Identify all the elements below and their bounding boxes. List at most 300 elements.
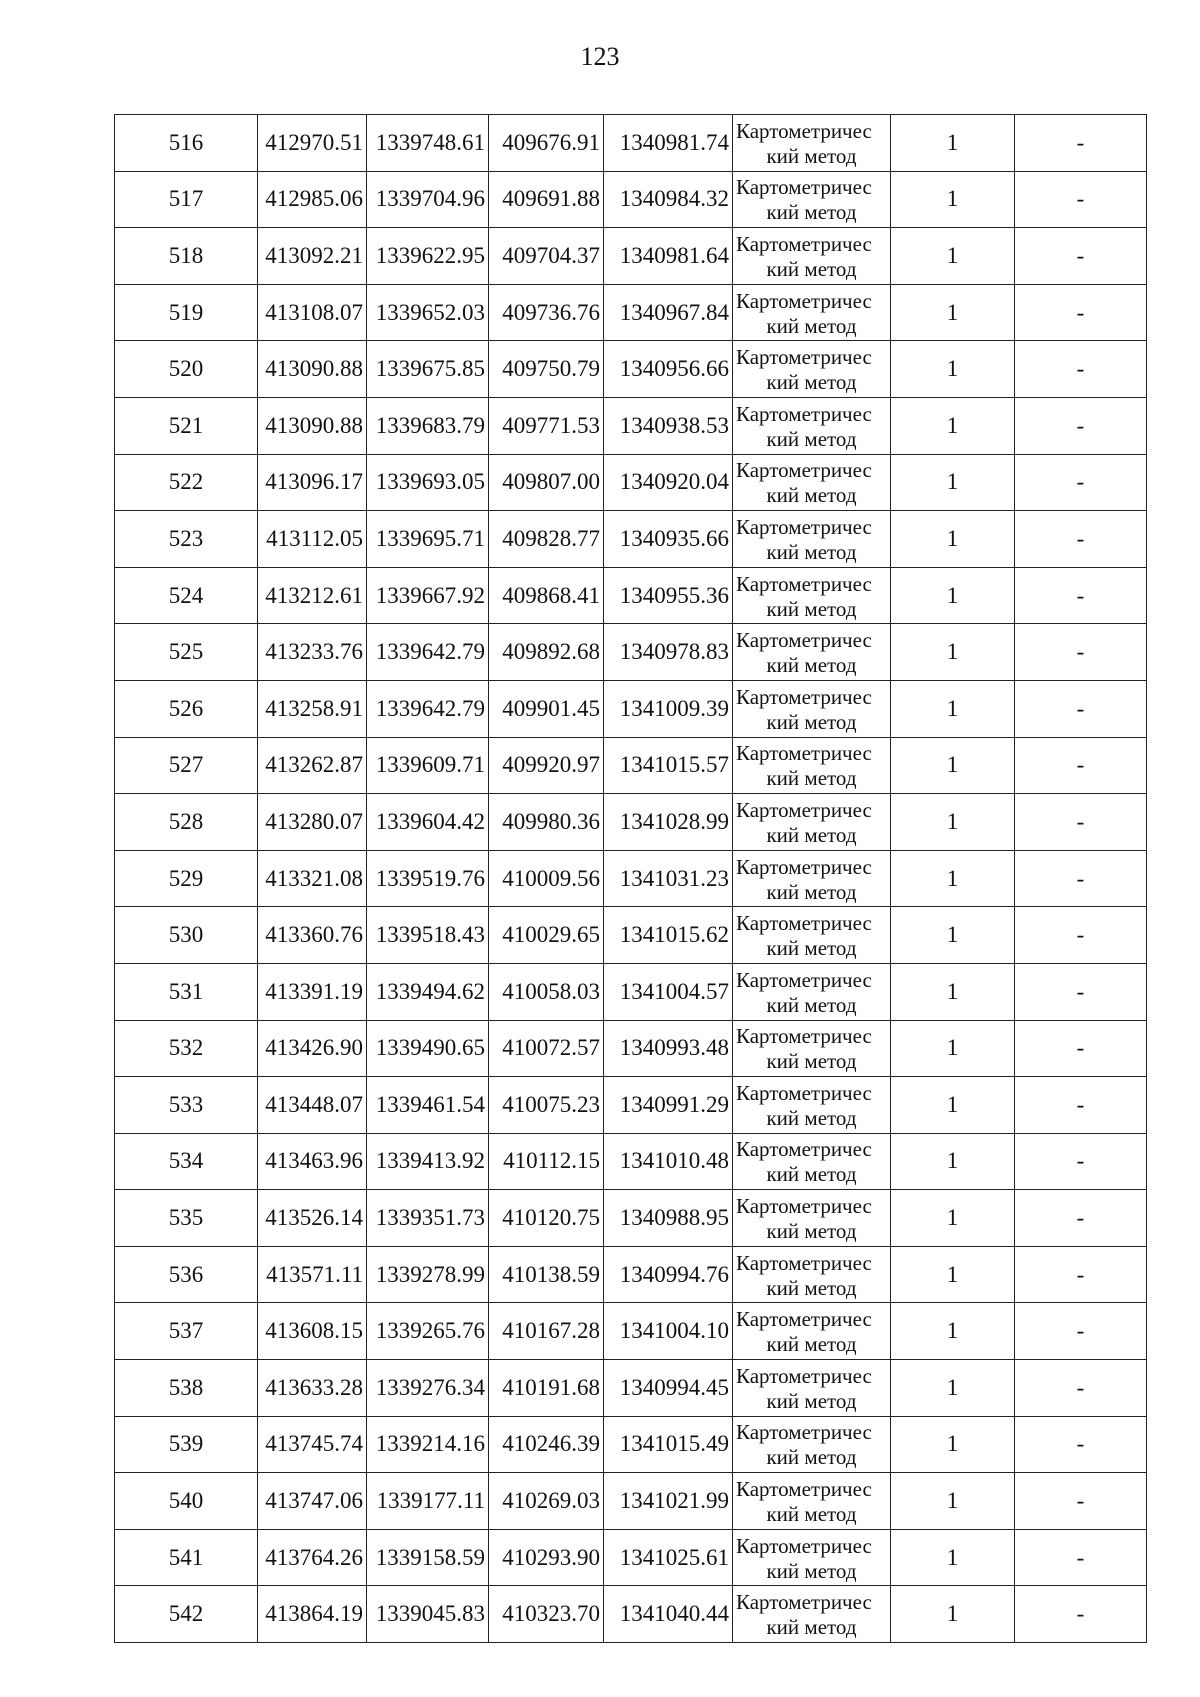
x2-coordinate-cell: 409750.79	[489, 341, 604, 398]
point-number-cell: 521	[115, 397, 258, 454]
y2-coordinate-cell: 1341031.23	[604, 850, 733, 907]
method-line: Картометричес	[736, 1024, 872, 1049]
table-body	[115, 115, 1147, 1643]
y1-coordinate-cell: 1339642.79	[367, 680, 489, 737]
method-cell	[733, 171, 891, 228]
y1-coordinate-cell: 1339490.65	[367, 1020, 489, 1077]
x1-coordinate-cell: 413391.19	[258, 963, 367, 1020]
table-row	[115, 1246, 1147, 1303]
y2-coordinate-cell: 1341004.10	[604, 1303, 733, 1360]
y1-coordinate-cell: 1339045.83	[367, 1586, 489, 1643]
y2-coordinate-cell: 1340993.48	[604, 1020, 733, 1077]
count-cell: 1	[891, 1303, 1015, 1360]
method-line: Картометричес	[736, 345, 872, 370]
x1-coordinate-cell: 413108.07	[258, 284, 367, 341]
method-line: Картометричес	[736, 1590, 872, 1615]
count-cell: 1	[891, 1020, 1015, 1077]
point-number-cell: 529	[115, 850, 258, 907]
count-cell: 1	[891, 1586, 1015, 1643]
y2-coordinate-cell: 1341004.57	[604, 963, 733, 1020]
y1-coordinate-cell: 1339276.34	[367, 1360, 489, 1417]
method-line: кий метод	[766, 1388, 857, 1413]
x1-coordinate-cell: 413212.61	[258, 567, 367, 624]
method-cell	[733, 737, 891, 794]
y2-coordinate-cell: 1340981.64	[604, 228, 733, 285]
table-row	[115, 511, 1147, 568]
method-line: Картометричес	[736, 911, 872, 936]
count-cell: 1	[891, 511, 1015, 568]
table-row	[115, 397, 1147, 454]
count-cell: 1	[891, 284, 1015, 341]
y2-coordinate-cell: 1341015.49	[604, 1416, 733, 1473]
table-row	[115, 624, 1147, 681]
point-number-cell: 537	[115, 1303, 258, 1360]
y1-coordinate-cell: 1339214.16	[367, 1416, 489, 1473]
method-cell	[733, 511, 891, 568]
table-row	[115, 1586, 1147, 1643]
x1-coordinate-cell: 413090.88	[258, 341, 367, 398]
point-number-cell: 534	[115, 1133, 258, 1190]
x2-coordinate-cell: 410058.03	[489, 963, 604, 1020]
y1-coordinate-cell: 1339695.71	[367, 511, 489, 568]
x1-coordinate-cell: 413090.88	[258, 397, 367, 454]
y1-coordinate-cell: 1339518.43	[367, 907, 489, 964]
x1-coordinate-cell: 413096.17	[258, 454, 367, 511]
y1-coordinate-cell: 1339519.76	[367, 850, 489, 907]
y2-coordinate-cell: 1341028.99	[604, 794, 733, 851]
note-cell: -	[1015, 1133, 1147, 1190]
method-cell	[733, 397, 891, 454]
table-row	[115, 1303, 1147, 1360]
x2-coordinate-cell: 410112.15	[489, 1133, 604, 1190]
method-line: кий метод	[766, 483, 857, 508]
y2-coordinate-cell: 1340978.83	[604, 624, 733, 681]
count-cell: 1	[891, 567, 1015, 624]
y2-coordinate-cell: 1340955.36	[604, 567, 733, 624]
method-line: кий метод	[766, 1332, 857, 1357]
x1-coordinate-cell: 413262.87	[258, 737, 367, 794]
method-line: Картометричес	[736, 628, 872, 653]
point-number-cell: 527	[115, 737, 258, 794]
method-line: кий метод	[766, 766, 857, 791]
method-line: кий метод	[766, 879, 857, 904]
table-row	[115, 115, 1147, 172]
x1-coordinate-cell: 413526.14	[258, 1190, 367, 1247]
note-cell: -	[1015, 341, 1147, 398]
method-line: кий метод	[766, 596, 857, 621]
y2-coordinate-cell: 1341040.44	[604, 1586, 733, 1643]
note-cell: -	[1015, 1416, 1147, 1473]
x2-coordinate-cell: 409676.91	[489, 115, 604, 172]
x1-coordinate-cell: 413360.76	[258, 907, 367, 964]
method-cell	[733, 624, 891, 681]
method-line: Картометричес	[736, 118, 872, 143]
table-row	[115, 341, 1147, 398]
x2-coordinate-cell: 410120.75	[489, 1190, 604, 1247]
y1-coordinate-cell: 1339683.79	[367, 397, 489, 454]
note-cell: -	[1015, 1360, 1147, 1417]
count-cell: 1	[891, 907, 1015, 964]
note-cell: -	[1015, 1473, 1147, 1530]
method-line: кий метод	[766, 709, 857, 734]
method-line: Картометричес	[736, 401, 872, 426]
count-cell: 1	[891, 1246, 1015, 1303]
y1-coordinate-cell: 1339461.54	[367, 1077, 489, 1134]
method-line: кий метод	[766, 653, 857, 678]
note-cell: -	[1015, 1529, 1147, 1586]
x1-coordinate-cell: 412985.06	[258, 171, 367, 228]
method-line: кий метод	[766, 1162, 857, 1187]
table-row	[115, 228, 1147, 285]
y2-coordinate-cell: 1340981.74	[604, 115, 733, 172]
method-cell	[733, 1529, 891, 1586]
y2-coordinate-cell: 1340991.29	[604, 1077, 733, 1134]
method-line: кий метод	[766, 1615, 857, 1640]
method-line: кий метод	[766, 822, 857, 847]
count-cell: 1	[891, 624, 1015, 681]
method-line: Картометричес	[736, 514, 872, 539]
y1-coordinate-cell: 1339622.95	[367, 228, 489, 285]
method-cell	[733, 850, 891, 907]
method-cell	[733, 1190, 891, 1247]
count-cell: 1	[891, 397, 1015, 454]
method-cell	[733, 228, 891, 285]
x2-coordinate-cell: 409771.53	[489, 397, 604, 454]
point-number-cell: 525	[115, 624, 258, 681]
method-cell	[733, 963, 891, 1020]
method-line: кий метод	[766, 426, 857, 451]
table-row	[115, 907, 1147, 964]
note-cell: -	[1015, 397, 1147, 454]
method-line: кий метод	[766, 936, 857, 961]
x1-coordinate-cell: 413233.76	[258, 624, 367, 681]
count-cell: 1	[891, 850, 1015, 907]
x1-coordinate-cell: 413747.06	[258, 1473, 367, 1530]
method-line: Картометричес	[736, 175, 872, 200]
x2-coordinate-cell: 409901.45	[489, 680, 604, 737]
x2-coordinate-cell: 409868.41	[489, 567, 604, 624]
x2-coordinate-cell: 409892.68	[489, 624, 604, 681]
method-line: Картометричес	[736, 1363, 872, 1388]
method-line: кий метод	[766, 370, 857, 395]
x1-coordinate-cell: 413864.19	[258, 1586, 367, 1643]
x2-coordinate-cell: 410293.90	[489, 1529, 604, 1586]
point-number-cell: 531	[115, 963, 258, 1020]
table-row	[115, 1416, 1147, 1473]
method-line: Картометричес	[736, 1194, 872, 1219]
method-cell	[733, 1303, 891, 1360]
count-cell: 1	[891, 1529, 1015, 1586]
x1-coordinate-cell: 412970.51	[258, 115, 367, 172]
table-row	[115, 454, 1147, 511]
count-cell: 1	[891, 341, 1015, 398]
y2-coordinate-cell: 1340984.32	[604, 171, 733, 228]
table-row	[115, 1473, 1147, 1530]
point-number-cell: 528	[115, 794, 258, 851]
count-cell: 1	[891, 963, 1015, 1020]
point-number-cell: 517	[115, 171, 258, 228]
x1-coordinate-cell: 413426.90	[258, 1020, 367, 1077]
table-row	[115, 794, 1147, 851]
note-cell: -	[1015, 624, 1147, 681]
x2-coordinate-cell: 410323.70	[489, 1586, 604, 1643]
x2-coordinate-cell: 409704.37	[489, 228, 604, 285]
point-number-cell: 530	[115, 907, 258, 964]
table-row	[115, 1133, 1147, 1190]
point-number-cell: 535	[115, 1190, 258, 1247]
x2-coordinate-cell: 410167.28	[489, 1303, 604, 1360]
method-cell	[733, 1360, 891, 1417]
note-cell: -	[1015, 171, 1147, 228]
y2-coordinate-cell: 1341010.48	[604, 1133, 733, 1190]
note-cell: -	[1015, 454, 1147, 511]
point-number-cell: 520	[115, 341, 258, 398]
x1-coordinate-cell: 413633.28	[258, 1360, 367, 1417]
x1-coordinate-cell: 413463.96	[258, 1133, 367, 1190]
point-number-cell: 516	[115, 115, 258, 172]
point-number-cell: 542	[115, 1586, 258, 1643]
method-cell	[733, 1246, 891, 1303]
method-cell	[733, 1077, 891, 1134]
count-cell: 1	[891, 1416, 1015, 1473]
note-cell: -	[1015, 228, 1147, 285]
y2-coordinate-cell: 1340956.66	[604, 341, 733, 398]
y1-coordinate-cell: 1339158.59	[367, 1529, 489, 1586]
y2-coordinate-cell: 1340994.45	[604, 1360, 733, 1417]
method-line: кий метод	[766, 539, 857, 564]
x1-coordinate-cell: 413280.07	[258, 794, 367, 851]
note-cell: -	[1015, 794, 1147, 851]
y1-coordinate-cell: 1339748.61	[367, 115, 489, 172]
method-line: Картометричес	[736, 1250, 872, 1275]
method-cell	[733, 680, 891, 737]
method-line: Картометричес	[736, 1533, 872, 1558]
point-number-cell: 536	[115, 1246, 258, 1303]
note-cell: -	[1015, 115, 1147, 172]
method-cell	[733, 341, 891, 398]
x2-coordinate-cell: 410138.59	[489, 1246, 604, 1303]
point-number-cell: 526	[115, 680, 258, 737]
table-row	[115, 1020, 1147, 1077]
x2-coordinate-cell: 410009.56	[489, 850, 604, 907]
y1-coordinate-cell: 1339351.73	[367, 1190, 489, 1247]
method-line: кий метод	[766, 1219, 857, 1244]
count-cell: 1	[891, 1360, 1015, 1417]
count-cell: 1	[891, 454, 1015, 511]
method-line: кий метод	[766, 1275, 857, 1300]
method-line: Картометричес	[736, 288, 872, 313]
x2-coordinate-cell: 410029.65	[489, 907, 604, 964]
point-number-cell: 519	[115, 284, 258, 341]
point-number-cell: 540	[115, 1473, 258, 1530]
y1-coordinate-cell: 1339642.79	[367, 624, 489, 681]
note-cell: -	[1015, 1303, 1147, 1360]
method-line: Картометричес	[736, 458, 872, 483]
method-cell	[733, 907, 891, 964]
page-number: 123	[580, 42, 620, 71]
method-line: Картометричес	[736, 1307, 872, 1332]
y1-coordinate-cell: 1339278.99	[367, 1246, 489, 1303]
y2-coordinate-cell: 1340967.84	[604, 284, 733, 341]
x1-coordinate-cell: 413448.07	[258, 1077, 367, 1134]
method-line: кий метод	[766, 143, 857, 168]
note-cell: -	[1015, 511, 1147, 568]
point-number-cell: 539	[115, 1416, 258, 1473]
y1-coordinate-cell: 1339494.62	[367, 963, 489, 1020]
x2-coordinate-cell: 409920.97	[489, 737, 604, 794]
method-cell	[733, 284, 891, 341]
method-line: Картометричес	[736, 571, 872, 596]
method-line: Картометричес	[736, 967, 872, 992]
table-row	[115, 963, 1147, 1020]
method-cell	[733, 794, 891, 851]
point-number-cell: 533	[115, 1077, 258, 1134]
y1-coordinate-cell: 1339604.42	[367, 794, 489, 851]
x1-coordinate-cell: 413321.08	[258, 850, 367, 907]
method-line: Картометричес	[736, 1477, 872, 1502]
point-number-cell: 541	[115, 1529, 258, 1586]
x1-coordinate-cell: 413764.26	[258, 1529, 367, 1586]
method-line: кий метод	[766, 200, 857, 225]
table-row	[115, 284, 1147, 341]
count-cell: 1	[891, 1190, 1015, 1247]
method-line: Картометричес	[736, 231, 872, 256]
method-line: Картометричес	[736, 1420, 872, 1445]
y2-coordinate-cell: 1340920.04	[604, 454, 733, 511]
method-line: кий метод	[766, 992, 857, 1017]
point-number-cell: 538	[115, 1360, 258, 1417]
x2-coordinate-cell: 409980.36	[489, 794, 604, 851]
method-line: кий метод	[766, 1558, 857, 1583]
table-row	[115, 1077, 1147, 1134]
y1-coordinate-cell: 1339413.92	[367, 1133, 489, 1190]
x2-coordinate-cell: 409691.88	[489, 171, 604, 228]
note-cell: -	[1015, 1246, 1147, 1303]
note-cell: -	[1015, 1190, 1147, 1247]
y2-coordinate-cell: 1340938.53	[604, 397, 733, 454]
method-line: кий метод	[766, 1445, 857, 1470]
table-row	[115, 1190, 1147, 1247]
method-cell	[733, 1586, 891, 1643]
method-line: кий метод	[766, 1049, 857, 1074]
method-line: кий метод	[766, 313, 857, 338]
x1-coordinate-cell: 413258.91	[258, 680, 367, 737]
y2-coordinate-cell: 1340935.66	[604, 511, 733, 568]
method-line: Картометричес	[736, 797, 872, 822]
count-cell: 1	[891, 1133, 1015, 1190]
x2-coordinate-cell: 410246.39	[489, 1416, 604, 1473]
point-number-cell: 518	[115, 228, 258, 285]
y1-coordinate-cell: 1339693.05	[367, 454, 489, 511]
method-line: Картометричес	[736, 1137, 872, 1162]
y2-coordinate-cell: 1341015.62	[604, 907, 733, 964]
note-cell: -	[1015, 567, 1147, 624]
x2-coordinate-cell: 409828.77	[489, 511, 604, 568]
note-cell: -	[1015, 284, 1147, 341]
x1-coordinate-cell: 413745.74	[258, 1416, 367, 1473]
method-line: Картометричес	[736, 741, 872, 766]
y1-coordinate-cell: 1339652.03	[367, 284, 489, 341]
note-cell: -	[1015, 907, 1147, 964]
y1-coordinate-cell: 1339609.71	[367, 737, 489, 794]
method-cell	[733, 115, 891, 172]
count-cell: 1	[891, 1077, 1015, 1134]
method-line: кий метод	[766, 1105, 857, 1130]
table-row	[115, 567, 1147, 624]
point-number-cell: 524	[115, 567, 258, 624]
x1-coordinate-cell: 413112.05	[258, 511, 367, 568]
table-row	[115, 1529, 1147, 1586]
x2-coordinate-cell: 410269.03	[489, 1473, 604, 1530]
method-cell	[733, 1020, 891, 1077]
y1-coordinate-cell: 1339675.85	[367, 341, 489, 398]
note-cell: -	[1015, 1586, 1147, 1643]
count-cell: 1	[891, 680, 1015, 737]
method-line: кий метод	[766, 1502, 857, 1527]
method-line: Картометричес	[736, 1080, 872, 1105]
x1-coordinate-cell: 413092.21	[258, 228, 367, 285]
table-row	[115, 850, 1147, 907]
method-line: Картометричес	[736, 684, 872, 709]
count-cell: 1	[891, 228, 1015, 285]
method-line: кий метод	[766, 256, 857, 281]
method-cell	[733, 1416, 891, 1473]
y1-coordinate-cell: 1339667.92	[367, 567, 489, 624]
table-row	[115, 737, 1147, 794]
x1-coordinate-cell: 413571.11	[258, 1246, 367, 1303]
count-cell: 1	[891, 171, 1015, 228]
point-number-cell: 532	[115, 1020, 258, 1077]
y2-coordinate-cell: 1341025.61	[604, 1529, 733, 1586]
note-cell: -	[1015, 963, 1147, 1020]
point-number-cell: 522	[115, 454, 258, 511]
note-cell: -	[1015, 737, 1147, 794]
count-cell: 1	[891, 737, 1015, 794]
method-cell	[733, 567, 891, 624]
table-row	[115, 1360, 1147, 1417]
y2-coordinate-cell: 1340988.95	[604, 1190, 733, 1247]
count-cell: 1	[891, 115, 1015, 172]
table-row	[115, 171, 1147, 228]
note-cell: -	[1015, 680, 1147, 737]
y1-coordinate-cell: 1339704.96	[367, 171, 489, 228]
y2-coordinate-cell: 1341015.57	[604, 737, 733, 794]
method-cell	[733, 1133, 891, 1190]
count-cell: 1	[891, 794, 1015, 851]
point-number-cell: 523	[115, 511, 258, 568]
x2-coordinate-cell: 410075.23	[489, 1077, 604, 1134]
method-cell	[733, 454, 891, 511]
x1-coordinate-cell: 413608.15	[258, 1303, 367, 1360]
x2-coordinate-cell: 410072.57	[489, 1020, 604, 1077]
y2-coordinate-cell: 1340994.76	[604, 1246, 733, 1303]
coordinates-table	[114, 114, 1147, 1643]
y1-coordinate-cell: 1339177.11	[367, 1473, 489, 1530]
x2-coordinate-cell: 409807.00	[489, 454, 604, 511]
y1-coordinate-cell: 1339265.76	[367, 1303, 489, 1360]
x2-coordinate-cell: 410191.68	[489, 1360, 604, 1417]
note-cell: -	[1015, 1077, 1147, 1134]
method-line: Картометричес	[736, 854, 872, 879]
note-cell: -	[1015, 1020, 1147, 1077]
method-cell	[733, 1473, 891, 1530]
y2-coordinate-cell: 1341021.99	[604, 1473, 733, 1530]
count-cell: 1	[891, 1473, 1015, 1530]
note-cell: -	[1015, 850, 1147, 907]
table-row	[115, 680, 1147, 737]
x2-coordinate-cell: 409736.76	[489, 284, 604, 341]
y2-coordinate-cell: 1341009.39	[604, 680, 733, 737]
